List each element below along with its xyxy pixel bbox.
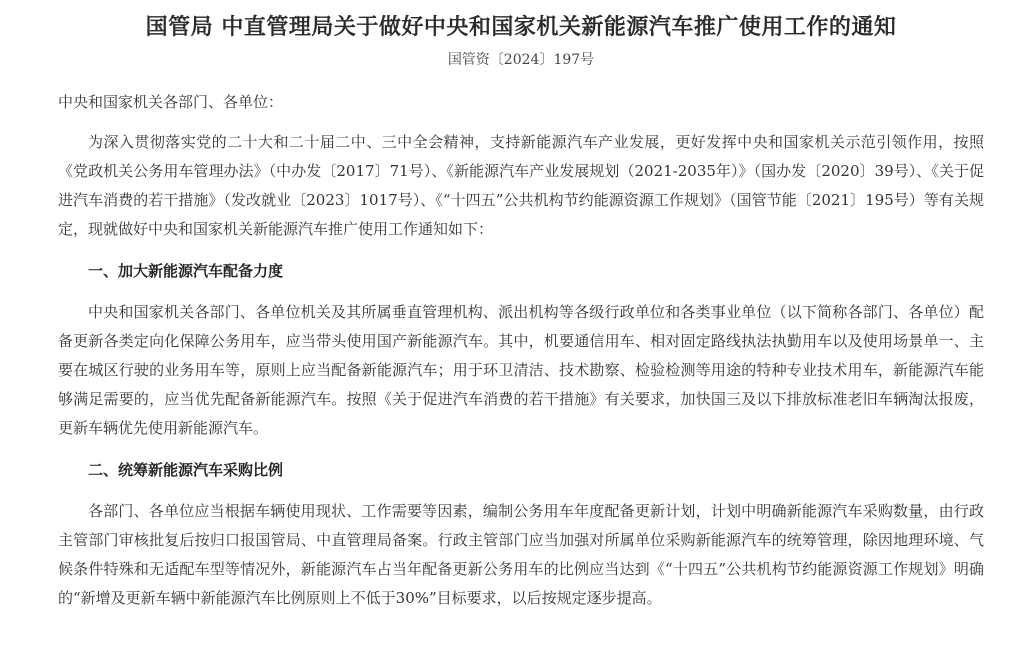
section-heading-2: 二、统筹新能源汽车采购比例	[88, 461, 284, 479]
section-body-2: 各部门、各单位应当根据车辆使用现状、工作需要等因素，编制公务用车年度配备更新计划，计划中明确新能源汽车采购数量，由行政主管部门审核批复后按归口报国管局、中直管理局备案。行政主管部门应当加强对所属单位采购新能源汽车的统筹管理，除因地理环境、气候条件特殊和无适配车型等情况外，新能源汽车占当年配备更新公务用车的比例应当达到《“十四五”公共机构节约能源资源工作规划》明确的“新增及更新车辆中新能源汽车比例原则上不低于30%”目标要求，以后按规定逐步提高。	[58, 502, 984, 607]
intro-paragraph: 为深入贯彻落实党的二十大和二十届二中、三中全会精神，支持新能源汽车产业发展，更好发挥中央和国家机关示范引领作用，按照《党政机关公务用车管理办法》（中办发〔2017〕71号）、《新能源汽车产业发展规划（2021-2035年）》（国办发〔2020〕39号）、《关于促进汽车消费的若干措施》（发改就业〔2023〕1017号）、《“十四五”公共机构节约能源资源工作规划》（国管节能〔2021〕195号）等有关规定，现就做好中央和国家机关新能源汽车推广使用工作通知如下：	[58, 133, 984, 238]
document-title: 国管局 中直管理局关于做好中央和国家机关新能源汽车推广使用工作的通知	[145, 14, 897, 40]
salutation: 中央和国家机关各部门、各单位：	[58, 93, 284, 111]
section-body-1: 中央和国家机关各部门、各单位机关及其所属垂直管理机构、派出机构等各级行政单位和各类事业单位（以下简称各部门、各单位）配备更新各类定向化保障公务用车，应当带头使用国产新能源汽车。其中，机要通信用车、相对固定路线执法执勤用车以及使用场景单一、主要在城区行驶的业务用车等，原则上应当配备新能源汽车；用于环卫清洁、技术勘察、检验检测等用途的特种专业技术用车，新能源汽车能够满足需要的，应当优先配备新能源汽车。按照《关于促进汽车消费的若干措施》有关要求，加快国三及以下排放标准老旧车辆淘汰报废，更新车辆优先使用新能源汽车。	[58, 303, 984, 437]
document-number: 国管资〔2024〕197号	[447, 52, 595, 68]
section-heading-1: 一、加大新能源汽车配备力度	[88, 262, 284, 280]
